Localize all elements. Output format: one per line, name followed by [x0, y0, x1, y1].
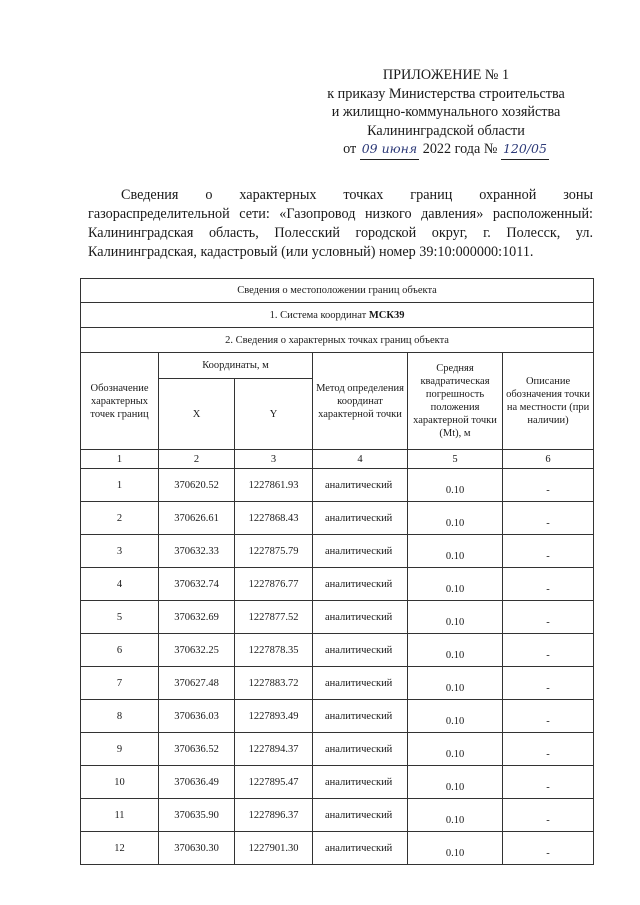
error-cell [408, 634, 503, 667]
handwritten-number: 120/05 [501, 140, 549, 160]
error-cell [408, 502, 503, 535]
intro-line-1: Сведения о характерных точках границ охранной зоны [121, 187, 593, 203]
method-cell [313, 700, 408, 733]
point-number-cell [81, 601, 159, 634]
point-number-cell [81, 634, 159, 667]
error-cell-value: 0.10 [445, 649, 465, 661]
col-method-header: Метод определения координат характерной точки [313, 353, 408, 450]
method-cell-value: аналитический [325, 611, 393, 623]
method-cell-value: аналитический [325, 479, 393, 491]
error-cell-value: 0.10 [445, 814, 465, 826]
description-cell [503, 535, 594, 568]
table-row [81, 502, 594, 535]
method-cell [313, 568, 408, 601]
y-coordinate-cell-value: 1227877.52 [248, 611, 299, 623]
x-coordinate-cell-value: 370632.74 [174, 578, 219, 590]
error-cell-value: 0.10 [445, 682, 465, 694]
column-number: 3 [235, 450, 313, 469]
method-cell-value: аналитический [325, 677, 393, 689]
description-cell [503, 799, 594, 832]
order-date-line [296, 140, 596, 160]
y-coordinate-cell-value: 1227875.79 [248, 545, 299, 557]
point-number-cell [81, 469, 159, 502]
method-cell [313, 535, 408, 568]
column-number: 6 [503, 450, 594, 469]
intro-line-4: ул. Калининградская, кадастровый (или условный) номер 39:10:000000:1011. [88, 225, 593, 260]
method-cell [313, 634, 408, 667]
table-row [81, 832, 594, 865]
x-coordinate-cell-value: 370620.52 [174, 479, 219, 491]
x-coordinate-cell-value: 370632.69 [174, 611, 219, 623]
table-row [81, 700, 594, 733]
error-cell [408, 700, 503, 733]
error-cell [408, 535, 503, 568]
point-number-cell [81, 733, 159, 766]
coordinate-system-row [81, 303, 594, 328]
method-cell [313, 601, 408, 634]
y-coordinate-cell [235, 832, 313, 865]
description-cell-value: - [546, 583, 550, 595]
y-coordinate-cell-value: 1227861.93 [248, 479, 299, 491]
table-row [81, 601, 594, 634]
method-cell [313, 733, 408, 766]
error-cell-value: 0.10 [445, 781, 465, 793]
y-coordinate-cell [235, 601, 313, 634]
x-coordinate-cell-value: 370636.03 [174, 710, 219, 722]
point-number-cell [81, 535, 159, 568]
error-cell [408, 832, 503, 865]
y-coordinate-cell [235, 502, 313, 535]
column-number: 5 [408, 450, 503, 469]
method-cell-value: аналитический [325, 578, 393, 590]
table-body [81, 469, 594, 865]
description-cell [503, 568, 594, 601]
point-number-cell [81, 700, 159, 733]
description-cell-value: - [546, 616, 550, 628]
error-cell-value: 0.10 [445, 616, 465, 628]
y-coordinate-cell-value: 1227901.30 [248, 842, 299, 854]
method-cell [313, 766, 408, 799]
col-error-header: Средняя квадратическая погрешность положения характерной точки (Mt), м [408, 353, 503, 450]
point-number-cell-value: 5 [116, 611, 123, 623]
handwritten-date: 09 июня [360, 140, 419, 160]
point-number-cell [81, 799, 159, 832]
intro-line-3: Калининградская область, Полесский городской округ, г. Полесск, [88, 225, 561, 241]
y-coordinate-cell [235, 766, 313, 799]
col-desc-header: Описание обозначения точки на местности (при наличии) [503, 353, 594, 450]
x-coordinate-cell-value: 370626.61 [174, 512, 219, 524]
description-cell [503, 733, 594, 766]
description-cell-value: - [546, 550, 550, 562]
y-coordinate-cell [235, 700, 313, 733]
point-number-cell-value: 6 [116, 644, 123, 656]
date-prefix: от [343, 141, 357, 157]
method-cell [313, 469, 408, 502]
coordinate-system-label: 1. Система координат [269, 309, 367, 321]
col-coords-header: Координаты, м [159, 353, 313, 379]
description-cell-value: - [546, 649, 550, 661]
point-number-cell-value: 9 [116, 743, 123, 755]
x-coordinate-cell-value: 370632.33 [174, 545, 219, 557]
description-cell [503, 601, 594, 634]
intro-paragraph [88, 186, 593, 262]
point-number-cell-value: 3 [116, 545, 123, 557]
point-number-cell-value: 7 [116, 677, 123, 689]
error-cell-value: 0.10 [445, 847, 465, 859]
error-cell [408, 601, 503, 634]
boundary-points-table [80, 278, 594, 865]
description-cell-value: - [546, 682, 550, 694]
column-number: 2 [159, 450, 235, 469]
y-coordinate-cell-value: 1227868.43 [248, 512, 299, 524]
order-line-2: к приказу Министерства строительства [327, 85, 565, 102]
column-number: 4 [313, 450, 408, 469]
method-cell-value: аналитический [325, 776, 393, 788]
col-x-header: X [159, 379, 235, 450]
point-number-cell [81, 502, 159, 535]
description-cell [503, 502, 594, 535]
x-coordinate-cell [159, 502, 235, 535]
error-cell [408, 667, 503, 700]
x-coordinate-cell [159, 766, 235, 799]
y-coordinate-cell [235, 799, 313, 832]
table-row [81, 568, 594, 601]
description-cell [503, 700, 594, 733]
y-coordinate-cell [235, 469, 313, 502]
table-row [81, 634, 594, 667]
error-cell-value: 0.10 [445, 517, 465, 529]
method-cell-value: аналитический [325, 512, 393, 524]
y-coordinate-cell [235, 568, 313, 601]
description-cell-value: - [546, 517, 550, 529]
x-coordinate-cell [159, 733, 235, 766]
x-coordinate-cell [159, 601, 235, 634]
point-number-cell [81, 766, 159, 799]
y-coordinate-cell-value: 1227896.37 [248, 809, 299, 821]
error-cell-value: 0.10 [445, 583, 465, 595]
x-coordinate-cell [159, 568, 235, 601]
method-cell [313, 832, 408, 865]
point-number-cell-value: 8 [116, 710, 123, 722]
x-coordinate-cell [159, 832, 235, 865]
description-cell [503, 667, 594, 700]
col-y-header: Y [235, 379, 313, 450]
y-coordinate-cell-value: 1227894.37 [248, 743, 299, 755]
method-cell-value: аналитический [325, 809, 393, 821]
method-cell-value: аналитический [325, 842, 393, 854]
error-cell-value: 0.10 [445, 550, 465, 562]
description-cell-value: - [546, 748, 550, 760]
x-coordinate-cell-value: 370627.48 [174, 677, 219, 689]
error-cell-value: 0.10 [445, 484, 465, 496]
error-cell-value: 0.10 [445, 748, 465, 760]
table-row [81, 667, 594, 700]
method-cell [313, 502, 408, 535]
intro-line-2: газораспределительной сети: «Газопровод низкого давления» расположенный: [88, 206, 593, 222]
error-cell [408, 469, 503, 502]
description-cell [503, 832, 594, 865]
description-cell [503, 634, 594, 667]
description-cell-value: - [546, 484, 550, 496]
order-line-4: Калининградской области [367, 122, 525, 139]
order-line-3: и жилищно-коммунального хозяйства [331, 104, 561, 120]
y-coordinate-cell [235, 535, 313, 568]
x-coordinate-cell-value: 370635.90 [174, 809, 219, 821]
description-cell-value: - [546, 781, 550, 793]
x-coordinate-cell [159, 667, 235, 700]
table-row [81, 766, 594, 799]
y-coordinate-cell-value: 1227876.77 [248, 578, 299, 590]
description-cell [503, 469, 594, 502]
y-coordinate-cell-value: 1227895.47 [248, 776, 299, 788]
y-coordinate-cell-value: 1227878.35 [248, 644, 299, 656]
method-cell [313, 667, 408, 700]
x-coordinate-cell [159, 700, 235, 733]
table-row [81, 733, 594, 766]
x-coordinate-cell [159, 634, 235, 667]
x-coordinate-cell-value: 370636.49 [174, 776, 219, 788]
point-number-cell-value: 2 [116, 512, 123, 524]
error-cell [408, 733, 503, 766]
y-coordinate-cell-value: 1227883.72 [248, 677, 299, 689]
x-coordinate-cell [159, 799, 235, 832]
table-row [81, 799, 594, 832]
table-title: Сведения о местоположении границ объекта [81, 279, 594, 303]
column-numbers-row [81, 450, 594, 469]
point-number-cell [81, 568, 159, 601]
y-coordinate-cell [235, 733, 313, 766]
point-number-cell-value: 12 [114, 842, 125, 854]
x-coordinate-cell-value: 370636.52 [174, 743, 219, 755]
y-coordinate-cell-value: 1227893.49 [248, 710, 299, 722]
description-cell-value: - [546, 847, 550, 859]
document-header [296, 66, 596, 160]
point-number-cell-value: 4 [116, 578, 123, 590]
column-number: 1 [81, 450, 159, 469]
point-number-cell-value: 10 [114, 776, 125, 788]
section-2-title: 2. Сведения о характерных точках границ объекта [81, 328, 594, 353]
table-row [81, 469, 594, 502]
error-cell [408, 568, 503, 601]
description-cell-value: - [546, 814, 550, 826]
x-coordinate-cell [159, 469, 235, 502]
appendix-title: ПРИЛОЖЕНИЕ № 1 [382, 67, 510, 83]
method-cell-value: аналитический [325, 743, 393, 755]
coordinate-system-value: МСК39 [368, 309, 405, 321]
y-coordinate-cell [235, 667, 313, 700]
method-cell [313, 799, 408, 832]
method-cell-value: аналитический [325, 545, 393, 557]
error-cell [408, 766, 503, 799]
table-row [81, 535, 594, 568]
error-cell [408, 799, 503, 832]
point-number-cell-value: 11 [114, 809, 125, 821]
x-coordinate-cell [159, 535, 235, 568]
x-coordinate-cell-value: 370632.25 [174, 644, 219, 656]
description-cell [503, 766, 594, 799]
error-cell-value: 0.10 [445, 715, 465, 727]
year-text: 2022 года № [422, 141, 498, 157]
method-cell-value: аналитический [325, 710, 393, 722]
x-coordinate-cell-value: 370630.30 [174, 842, 219, 854]
point-number-cell [81, 667, 159, 700]
description-cell-value: - [546, 715, 550, 727]
method-cell-value: аналитический [325, 644, 393, 656]
point-number-cell [81, 832, 159, 865]
y-coordinate-cell [235, 634, 313, 667]
point-number-cell-value: 1 [116, 479, 123, 491]
col-designation-header: Обозначение характерных точек границ [81, 353, 159, 450]
